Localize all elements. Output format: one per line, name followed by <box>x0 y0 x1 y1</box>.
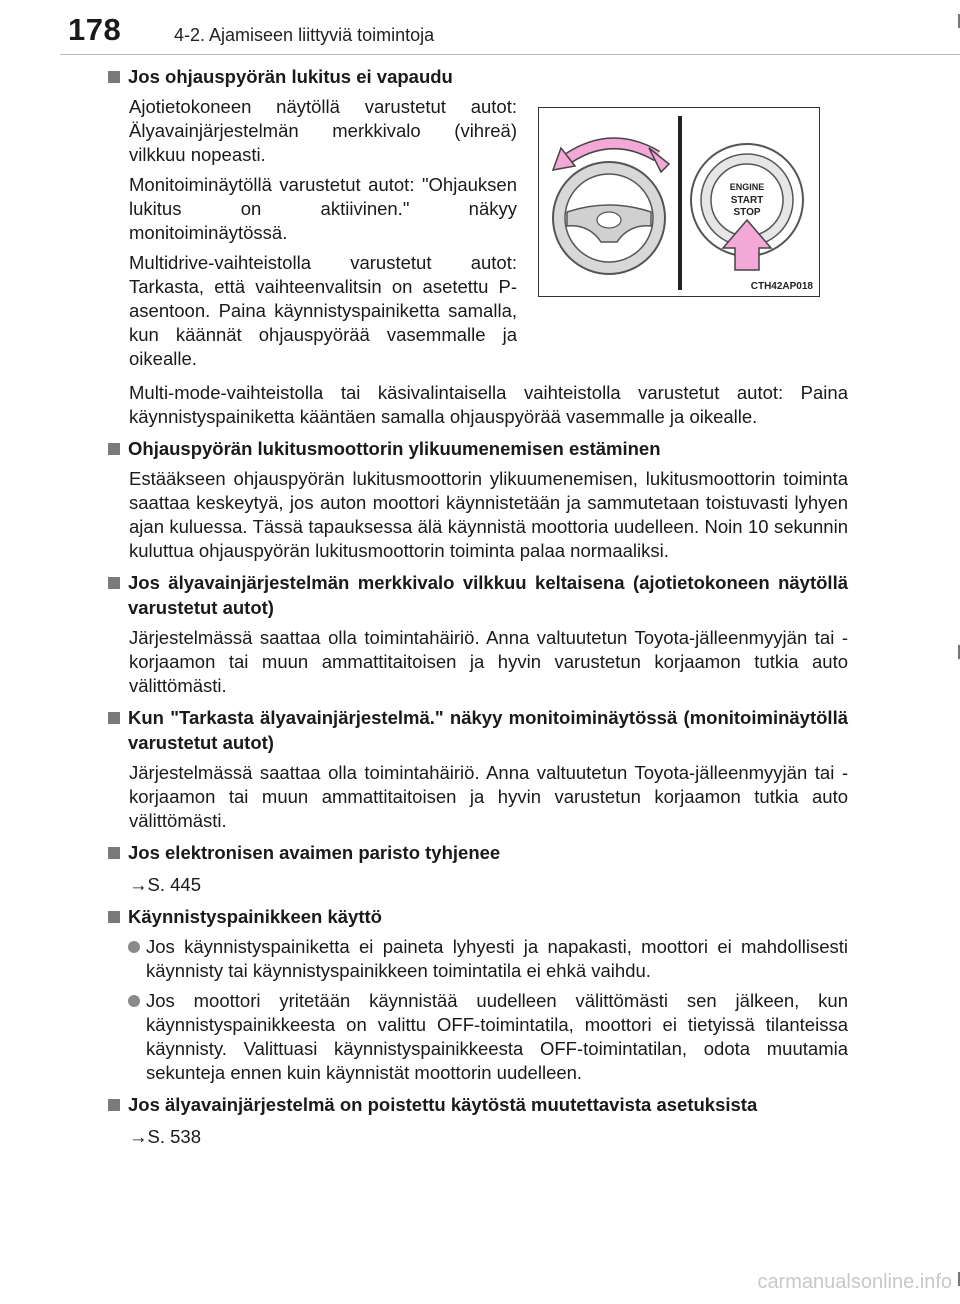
section-heading <box>108 904 848 929</box>
square-bullet-icon <box>108 911 120 923</box>
paragraph: Multi-mode-vaihteistolla tai käsivalintaisella vaihteistolla varustetut autot: Paina käynnistyspainiketta kääntäen samalla ohjauspyörää vasemmalle ja oikealle. <box>129 382 848 427</box>
header-rule <box>60 54 960 55</box>
list-item <box>108 989 848 1085</box>
square-bullet-icon <box>108 443 120 455</box>
steering-wheel-illustration <box>539 108 819 296</box>
section-heading <box>108 436 848 461</box>
section-heading <box>108 840 848 865</box>
circle-bullet-icon <box>128 941 140 953</box>
chapter-title: 4-2. Ajamiseen liittyviä toimintoja <box>174 25 435 45</box>
watermark: carmanualsonline.info <box>757 1271 952 1293</box>
square-bullet-icon <box>108 1099 120 1111</box>
section-start-button-use <box>108 904 848 1085</box>
page-reference-link[interactable]: →S. 538 <box>129 1126 201 1147</box>
steering-start-figure <box>538 107 820 297</box>
page-reference-link[interactable]: →S. 445 <box>129 874 201 895</box>
section-heading <box>108 705 848 755</box>
paragraph: Monitoiminäytöllä varustetut autot: "Ohjauksen lukitus on aktiivinen." näkyy monitoiminäytössä. <box>129 174 517 243</box>
stop-label: STOP <box>733 207 761 218</box>
engine-label: ENGINE <box>729 182 765 192</box>
start-label: START <box>730 195 764 206</box>
section-heading <box>108 1092 848 1117</box>
paragraph: Järjestelmässä saattaa olla toimintahäiriö. Anna valtuutetun Toyota-jälleenmyyjän tai -korjaamon tai muun ammattitaitoisen ja hyvin varustetun korjaamon tutkia auto välittömästi. <box>129 627 848 696</box>
section-steering-lock <box>108 64 848 429</box>
section-heading <box>108 570 848 620</box>
section-key-battery <box>108 840 848 897</box>
paragraph: Multidrive-vaihteistolla varustetut autot: Tarkasta, että vaihteenvalitsin on asetettu P-asentoon. Paina käynnistyspainiketta samalla, kun käännät ohjauspyörää vasemmalle ja oikealle. <box>129 252 517 369</box>
square-bullet-icon <box>108 71 120 83</box>
page-content <box>108 64 848 1156</box>
paragraph: Ajotietokoneen näytöllä varustetut autot: Älyavainjärjestelmän merkkivalo (vihreä) vilkkuu nopeasti. <box>129 96 517 165</box>
circle-bullet-icon <box>128 995 140 1007</box>
section-smart-key-disabled <box>108 1092 848 1149</box>
section-check-smart-key <box>108 705 848 833</box>
square-bullet-icon <box>108 847 120 859</box>
list-item <box>108 935 848 983</box>
square-bullet-icon <box>108 577 120 589</box>
square-bullet-icon <box>108 712 120 724</box>
heading-text: Käynnistyspainikkeen käyttö <box>128 906 382 927</box>
heading-text: Jos ohjauspyörän lukitus ei vapaudu <box>128 66 453 87</box>
list-item-text: Jos käynnistyspainiketta ei paineta lyhyesti ja napakasti, moottori ei mahdollisesti käynnisty tai käynnistyspainikkeen toimintatila ei ehkä vaihdu. <box>146 936 848 981</box>
page-number: 178 <box>68 12 122 47</box>
heading-text: Ohjauspyörän lukitusmoottorin ylikuumenemisen estäminen <box>128 438 661 459</box>
heading-text: Jos elektronisen avaimen paristo tyhjenee <box>128 842 501 863</box>
section-lock-motor-overheat <box>108 436 848 563</box>
paragraph: Estääkseen ohjauspyörän lukitusmoottorin ylikuumenemisen, lukitusmoottorin toiminta saattaa keskeytyä, jos auton moottori käynnistetään ja sammutetaan toistuvasti lyhyen ajan kuluessa. Tässä tapauksessa älä käynnistä moottoria uudelleen. Noin 10 sekunnin kuluttua ohjauspyörän lukitusmoottorin toiminta palaa normaaliksi. <box>129 468 848 561</box>
figure-code: CTH42AP018 <box>750 281 813 292</box>
heading-text: Jos älyavainjärjestelmän merkkivalo vilkkuu keltaisena (ajotietokoneen näytöllä varustetut autot) <box>128 572 848 618</box>
section-indicator-yellow <box>108 570 848 698</box>
section-heading <box>108 64 848 89</box>
paragraph: Järjestelmässä saattaa olla toimintahäiriö. Anna valtuutetun Toyota-jälleenmyyjän tai -korjaamon tai muun ammattitaitoisen ja hyvin varustetun korjaamon tutkia auto välittömästi. <box>129 762 848 831</box>
heading-text: Kun "Tarkasta älyavainjärjestelmä." näkyy monitoiminäytössä (monitoiminäytöllä varustetut autot) <box>128 707 848 753</box>
heading-text: Jos älyavainjärjestelmä on poistettu käytöstä muutettavista asetuksista <box>128 1094 758 1115</box>
list-item-text: Jos moottori yritetään käynnistää uudelleen välittömästi sen jälkeen, kun käynnistyspainikkeesta on valittu OFF-toimintatila, moottori ei tietyissä tilanteissa käynnisty. Valittuasi käynnistyspainikkeesta OFF-toimintatilan, odota muutamia sekunteja ennen kuin käynnistät moottorin uudelleen. <box>146 990 848 1083</box>
